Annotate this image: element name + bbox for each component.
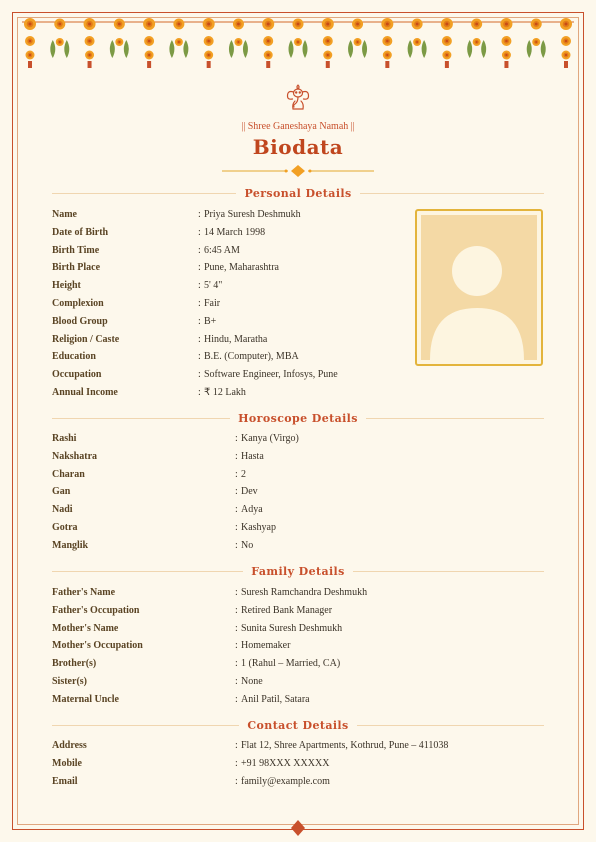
contact-row	[52, 757, 532, 771]
horoscope-row	[52, 450, 532, 464]
field-label: Date of Birth	[52, 226, 109, 238]
field-value: Hindu, Maratha	[204, 333, 268, 345]
person-silhouette-icon	[421, 215, 537, 360]
section-contact-header	[52, 718, 544, 732]
field-label: Email	[52, 775, 78, 787]
field-colon: :	[235, 433, 238, 444]
field-label: Brother(s)	[52, 658, 97, 670]
personal-row	[52, 386, 532, 400]
field-value: Homemaker	[241, 640, 291, 652]
field-colon: :	[235, 693, 238, 705]
field-colon: :	[235, 522, 238, 533]
section-family-title: Family Details	[251, 564, 345, 578]
field-colon: :	[198, 315, 201, 327]
field-colon: :	[198, 280, 201, 292]
bottom-diamond-ornament	[0, 815, 596, 842]
family-row	[52, 622, 532, 636]
field-colon: :	[235, 775, 238, 787]
field-label: Birth Time	[52, 244, 100, 256]
field-colon: :	[235, 676, 238, 687]
ganesha-icon	[283, 82, 313, 112]
field-colon: :	[235, 468, 238, 480]
field-colon: :	[235, 504, 238, 516]
section-horoscope-header	[52, 411, 544, 425]
field-label: Gan	[52, 486, 71, 498]
field-colon: :	[235, 450, 238, 462]
section-contact-title: Contact Details	[247, 718, 349, 732]
family-row	[52, 604, 532, 618]
field-value: B+	[204, 315, 217, 327]
field-label: Father's Occupation	[52, 604, 140, 616]
field-label: Mother's Name	[52, 622, 119, 634]
field-value: Kanya (Virgo)	[241, 433, 299, 444]
field-label: Annual Income	[52, 387, 118, 398]
field-colon: :	[235, 539, 238, 551]
field-value: 1 (Rahul – Married, CA)	[241, 658, 341, 670]
field-value: 14 March 1998	[204, 226, 266, 238]
family-row	[52, 657, 532, 671]
field-value: Retired Bank Manager	[241, 604, 333, 616]
field-label: Nadi	[52, 504, 73, 516]
field-colon: :	[235, 587, 238, 598]
field-colon: :	[198, 333, 201, 345]
field-colon: :	[235, 604, 238, 616]
personal-row	[52, 368, 532, 382]
field-label: Education	[52, 351, 96, 363]
page-title: Biodata	[252, 135, 344, 159]
field-value: Pune, Maharashtra	[204, 262, 279, 274]
field-label: Mother's Occupation	[52, 640, 143, 652]
field-value: ₹ 12 Lakh	[204, 387, 246, 398]
field-label: Charan	[52, 468, 85, 480]
field-label: Height	[52, 280, 81, 292]
profile-photo-frame	[415, 209, 543, 366]
field-value: No	[241, 539, 254, 551]
horoscope-row	[52, 432, 532, 446]
section-horoscope-title: Horoscope Details	[238, 411, 358, 425]
field-label: Rashi	[52, 433, 77, 444]
field-label: Gotra	[52, 522, 78, 533]
field-label: Complexion	[52, 298, 104, 309]
field-value: Suresh Ramchandra Deshmukh	[241, 587, 368, 598]
field-value: Anil Patil, Satara	[241, 693, 310, 705]
family-row	[52, 639, 532, 653]
field-colon: :	[198, 369, 201, 381]
horoscope-row	[52, 521, 532, 535]
field-colon: :	[235, 740, 238, 751]
field-label: Sister(s)	[52, 676, 87, 687]
field-value: Dev	[241, 486, 258, 498]
field-value: 5' 4"	[204, 280, 223, 292]
field-colon: :	[198, 351, 201, 363]
field-label: Birth Place	[52, 262, 101, 274]
section-personal-header	[52, 186, 544, 200]
field-value: family@example.com	[241, 775, 330, 787]
field-label: Address	[52, 740, 87, 751]
field-colon: :	[198, 387, 201, 398]
horoscope-row	[52, 503, 532, 517]
field-colon: :	[235, 757, 238, 769]
family-row	[52, 693, 532, 707]
field-value: None	[241, 676, 263, 687]
field-value: Kashyap	[241, 522, 276, 533]
field-value: 2	[241, 468, 246, 480]
contact-row	[52, 775, 532, 789]
field-value: Flat 12, Shree Apartments, Kothrud, Pune – 411038	[241, 740, 449, 751]
field-colon: :	[235, 658, 238, 670]
field-label: Mobile	[52, 757, 82, 769]
horoscope-row	[52, 539, 532, 553]
field-colon: :	[198, 244, 201, 256]
field-value: Fair	[204, 298, 221, 309]
field-colon: :	[198, 298, 201, 309]
field-value: Software Engineer, Infosys, Pune	[204, 369, 338, 381]
field-value: Hasta	[241, 450, 264, 462]
field-label: Blood Group	[52, 315, 108, 327]
contact-row	[52, 739, 532, 753]
shloka-line: || Shree Ganeshaya Namah ||	[241, 121, 355, 132]
field-value: +91 98XXX XXXXX	[241, 757, 330, 769]
field-label: Nakshatra	[52, 450, 98, 462]
field-colon: :	[198, 226, 201, 238]
family-row	[52, 586, 532, 600]
field-value: Sunita Suresh Deshmukh	[241, 622, 343, 634]
horoscope-row	[52, 485, 532, 499]
field-label: Maternal Uncle	[52, 693, 119, 705]
field-colon: :	[198, 262, 201, 274]
field-label: Name	[52, 209, 77, 220]
field-colon: :	[235, 486, 238, 498]
field-label: Manglik	[52, 539, 89, 551]
field-label: Occupation	[52, 369, 102, 381]
field-value: Priya Suresh Deshmukh	[204, 209, 301, 220]
marigold-garland-icon	[0, 0, 596, 80]
field-colon: :	[198, 209, 201, 220]
field-value: 6:45 AM	[204, 244, 240, 256]
section-personal-title: Personal Details	[244, 186, 352, 200]
section-family-header	[52, 564, 544, 578]
horoscope-row	[52, 468, 532, 482]
field-value: Adya	[241, 504, 263, 516]
field-value: B.E. (Computer), MBA	[204, 351, 299, 363]
field-colon: :	[235, 640, 238, 652]
family-row	[52, 675, 532, 689]
title-divider-ornament	[222, 164, 374, 178]
field-label: Father's Name	[52, 587, 116, 598]
field-colon: :	[235, 622, 238, 634]
field-label: Religion / Caste	[52, 333, 120, 345]
